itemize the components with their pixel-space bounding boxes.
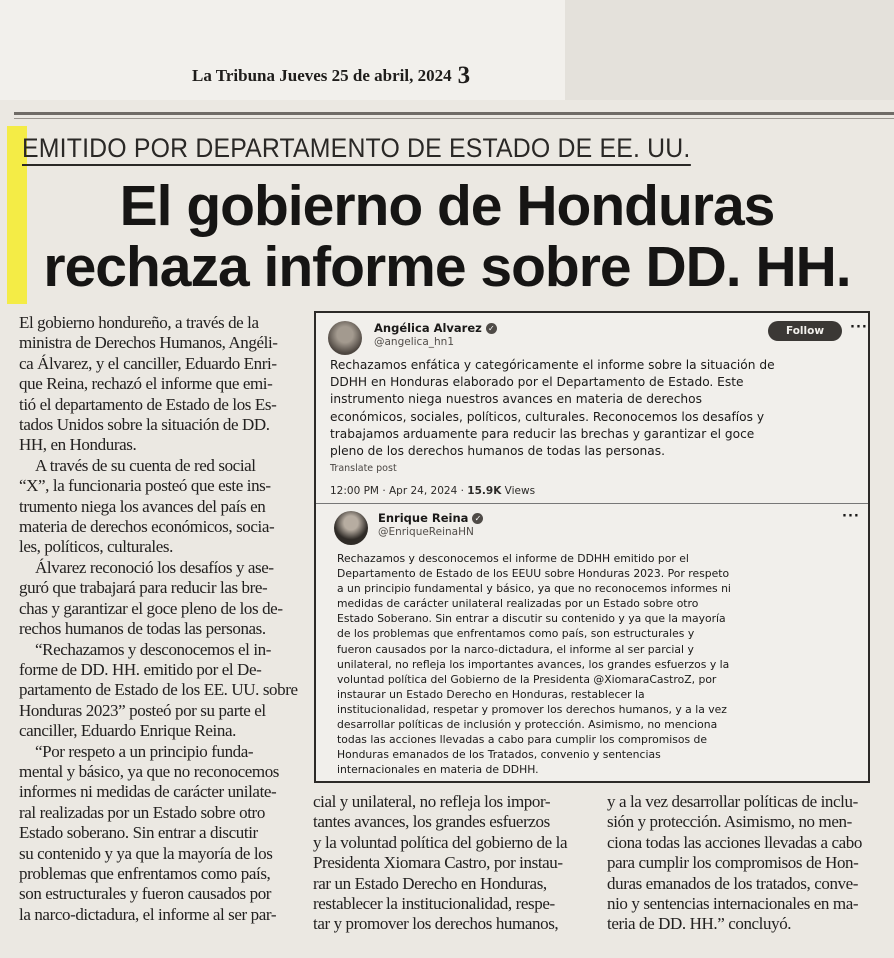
post-meta — [330, 485, 535, 497]
post-author-name: Enrique Reina — [378, 511, 469, 525]
translate-link[interactable]: Translate post — [330, 463, 397, 474]
article-line: son estructurales y fueron causados por — [19, 884, 272, 904]
avatar — [334, 511, 368, 545]
post-line: instrumento niega nuestros avances en materia de derechos — [330, 392, 702, 407]
masthead-paper: La Tribuna — [192, 66, 275, 85]
post-line: internacionales en materia de DDHH. — [337, 763, 539, 777]
article-line: Honduras 2023” posteó por su parte el — [19, 700, 266, 720]
article-line: tar y promover los derechos humanos, — [313, 914, 559, 934]
article-line: problemas que enfrentamos como país, — [19, 863, 271, 883]
article-line: Presidenta Xiomara Castro, por instau- — [313, 853, 563, 873]
article-line: forme de DD. HH. emitido por el De- — [19, 659, 262, 679]
post-line: voluntad política del Gobierno de la Presidenta @XiomaraCastroZ, por — [337, 672, 717, 686]
headline-line-1: El gobierno de Honduras — [119, 174, 775, 238]
article-line: que Reina, rechazó el informe que emi- — [19, 374, 273, 394]
paper-top-right — [565, 0, 894, 100]
post-handle: @EnriqueReinaHN — [378, 526, 474, 538]
post-line: Departamento de Estado de los EEUU sobre Honduras 2023. Por respeto — [337, 567, 730, 581]
article-line: trumento niega los avances del país en — [19, 496, 266, 516]
article-line: ca Álvarez, y el canciller, Eduardo Enri- — [19, 353, 277, 373]
masthead-date: Jueves 25 de abril, 2024 — [279, 66, 452, 85]
article-line: canciller, Eduardo Enrique Reina. — [19, 721, 236, 741]
post-divider — [316, 503, 868, 504]
post-line: de los problemas que enfrentamos como país, son estructurales y — [337, 627, 695, 641]
article-line: “X”, la funcionaria posteó que este ins- — [19, 476, 271, 496]
post-line: DDHH en Honduras elaborado por el Departamento de Estado. Este — [330, 375, 744, 390]
article-line: para cumplir los compromisos de Hon- — [607, 853, 859, 873]
article-line: restablecer la institucionalidad, respe- — [313, 894, 555, 914]
post-line: pleno de los derechos humanos de todas las personas. — [330, 444, 665, 459]
post-line: Rechazamos enfática y categóricamente el informe sobre la situación de — [330, 358, 775, 372]
article-line: tió el departamento de Estado de los Es- — [19, 394, 277, 414]
article-line: HH, en Honduras. — [19, 435, 137, 455]
verified-icon: ✓ — [472, 513, 483, 524]
post-line: todas las acciones llevadas a cabo para cumplir los compromisos de — [337, 733, 708, 747]
masthead — [192, 62, 470, 90]
verified-icon: ✓ — [486, 323, 497, 334]
article-column-3 — [607, 792, 879, 935]
post-time: 12:00 PM · Apr 24, 2024 · — [330, 485, 468, 497]
post-line: medidas de carácter unilateral realizadas por un Estado sobre otro — [337, 597, 699, 611]
article-line: guró que trabajará para reducir las bre- — [19, 578, 268, 598]
article-line: materia de derechos económicos, socia- — [19, 517, 275, 537]
article-line: su contenido y ya que la mayoría de los — [19, 843, 273, 863]
article-line: “Por respeto a un principio funda- — [35, 741, 254, 761]
post-line: desarrollar políticas de inclusión y protección. Asimismo, no menciona — [337, 718, 718, 732]
post-body — [330, 357, 775, 460]
post-line: económicos, sociales, políticos, culturales. Reconocemos los desafíos y — [330, 409, 765, 424]
article-column-2 — [313, 792, 587, 935]
article-line: nio y sentencias internacionales en ma- — [607, 894, 859, 914]
post-line: unilateral, no refleja los importantes avances, los grandes esfuerzos y la — [337, 657, 730, 671]
article-line: cial y unilateral, no refleja los impor- — [313, 792, 551, 811]
article-line: tantes avances, los grandes esfuerzos — [313, 812, 550, 832]
post-handle: @angelica_hn1 — [374, 336, 454, 348]
article-line: A través de su cuenta de red social — [35, 455, 256, 475]
post-line: Estado Soberano. Sin entrar a discutir su contenido y ya que la mayoría — [337, 612, 726, 626]
kicker: EMITIDO POR DEPARTAMENTO DE ESTADO DE EE. UU. — [22, 132, 690, 166]
post-angelica — [316, 313, 868, 501]
article-line: teria de DD. HH.” concluyó. — [607, 914, 792, 934]
article-line: informes ni medidas de carácter unilate- — [19, 782, 277, 802]
post-line: trabajamos arduamente para reducir las brechas y garantizar el goce — [330, 426, 755, 441]
article-line: El gobierno hondureño, a través de la — [19, 313, 259, 332]
article-column-1 — [19, 313, 298, 925]
post-author-name: Angélica Alvarez — [374, 321, 482, 335]
article-line: rar un Estado Derecho en Honduras, — [313, 873, 547, 893]
header-rule — [14, 112, 894, 115]
page-number: 3 — [457, 62, 471, 89]
follow-button[interactable]: Follow — [768, 321, 842, 341]
article-line: Álvarez reconoció los desafíos y ase- — [35, 557, 274, 577]
more-options-icon[interactable]: ··· — [850, 320, 868, 335]
more-options-icon[interactable]: ··· — [842, 509, 860, 524]
article-line: rechos humanos de todas las personas. — [19, 619, 266, 639]
article-line: y a la vez desarrollar políticas de inclu- — [607, 792, 858, 811]
article-line: tados Unidos sobre la situación de DD. — [19, 415, 270, 435]
article-line: “Rechazamos y desconocemos el in- — [35, 639, 272, 659]
post-body — [337, 551, 731, 777]
header-rule-thin — [14, 118, 894, 119]
article-line: partamento de Estado de los EE. UU. sobre — [19, 680, 298, 700]
post-author — [378, 511, 483, 525]
post-views-count: 15.9K — [467, 485, 502, 497]
headline-line-2: rechaza informe sobre DD. HH. — [43, 235, 851, 299]
post-line: instaurar un Estado Derecho en Honduras, restablecer la — [337, 687, 645, 701]
post-enrique — [316, 505, 868, 781]
article-line: y la voluntad política del gobierno de la — [313, 832, 568, 852]
article-line: Estado soberano. Sin entrar a discutir — [19, 823, 258, 843]
article-line: ministra de Derechos Humanos, Angéli- — [19, 333, 278, 353]
post-line: a un principio fundamental y básico, ya que no reconocemos informes ni — [337, 582, 731, 596]
post-line: Honduras emanados de los Tratados, convenio y sentencias — [337, 748, 661, 762]
article-line: les, políticos, culturales. — [19, 537, 173, 557]
article-line: chas y garantizar el goce pleno de los de- — [19, 598, 283, 618]
headline — [22, 176, 872, 298]
post-author — [374, 321, 497, 335]
post-line: fueron causados por la narco-dictadura, el informe al ser parcial y — [337, 642, 694, 656]
post-line: institucionalidad, respetar y promover los derechos humanos, y a la vez — [337, 702, 727, 716]
article-line: duras emanados de los tratados, conve- — [607, 873, 859, 893]
post-views-label: Views — [501, 485, 536, 497]
article-line: ciona todas las acciones llevadas a cabo — [607, 832, 862, 852]
avatar — [328, 321, 362, 355]
article-line: ral realizadas por un Estado sobre otro — [19, 802, 265, 822]
article-line: mental y básico, ya que no reconocemos — [19, 761, 280, 781]
article-line: la narco-dictadura, el informe al ser par- — [19, 904, 277, 924]
embedded-posts — [314, 311, 870, 783]
post-line: Rechazamos y desconocemos el informe de DDHH emitido por el — [337, 552, 689, 565]
article-line: sión y protección. Asimismo, no men- — [607, 812, 852, 832]
